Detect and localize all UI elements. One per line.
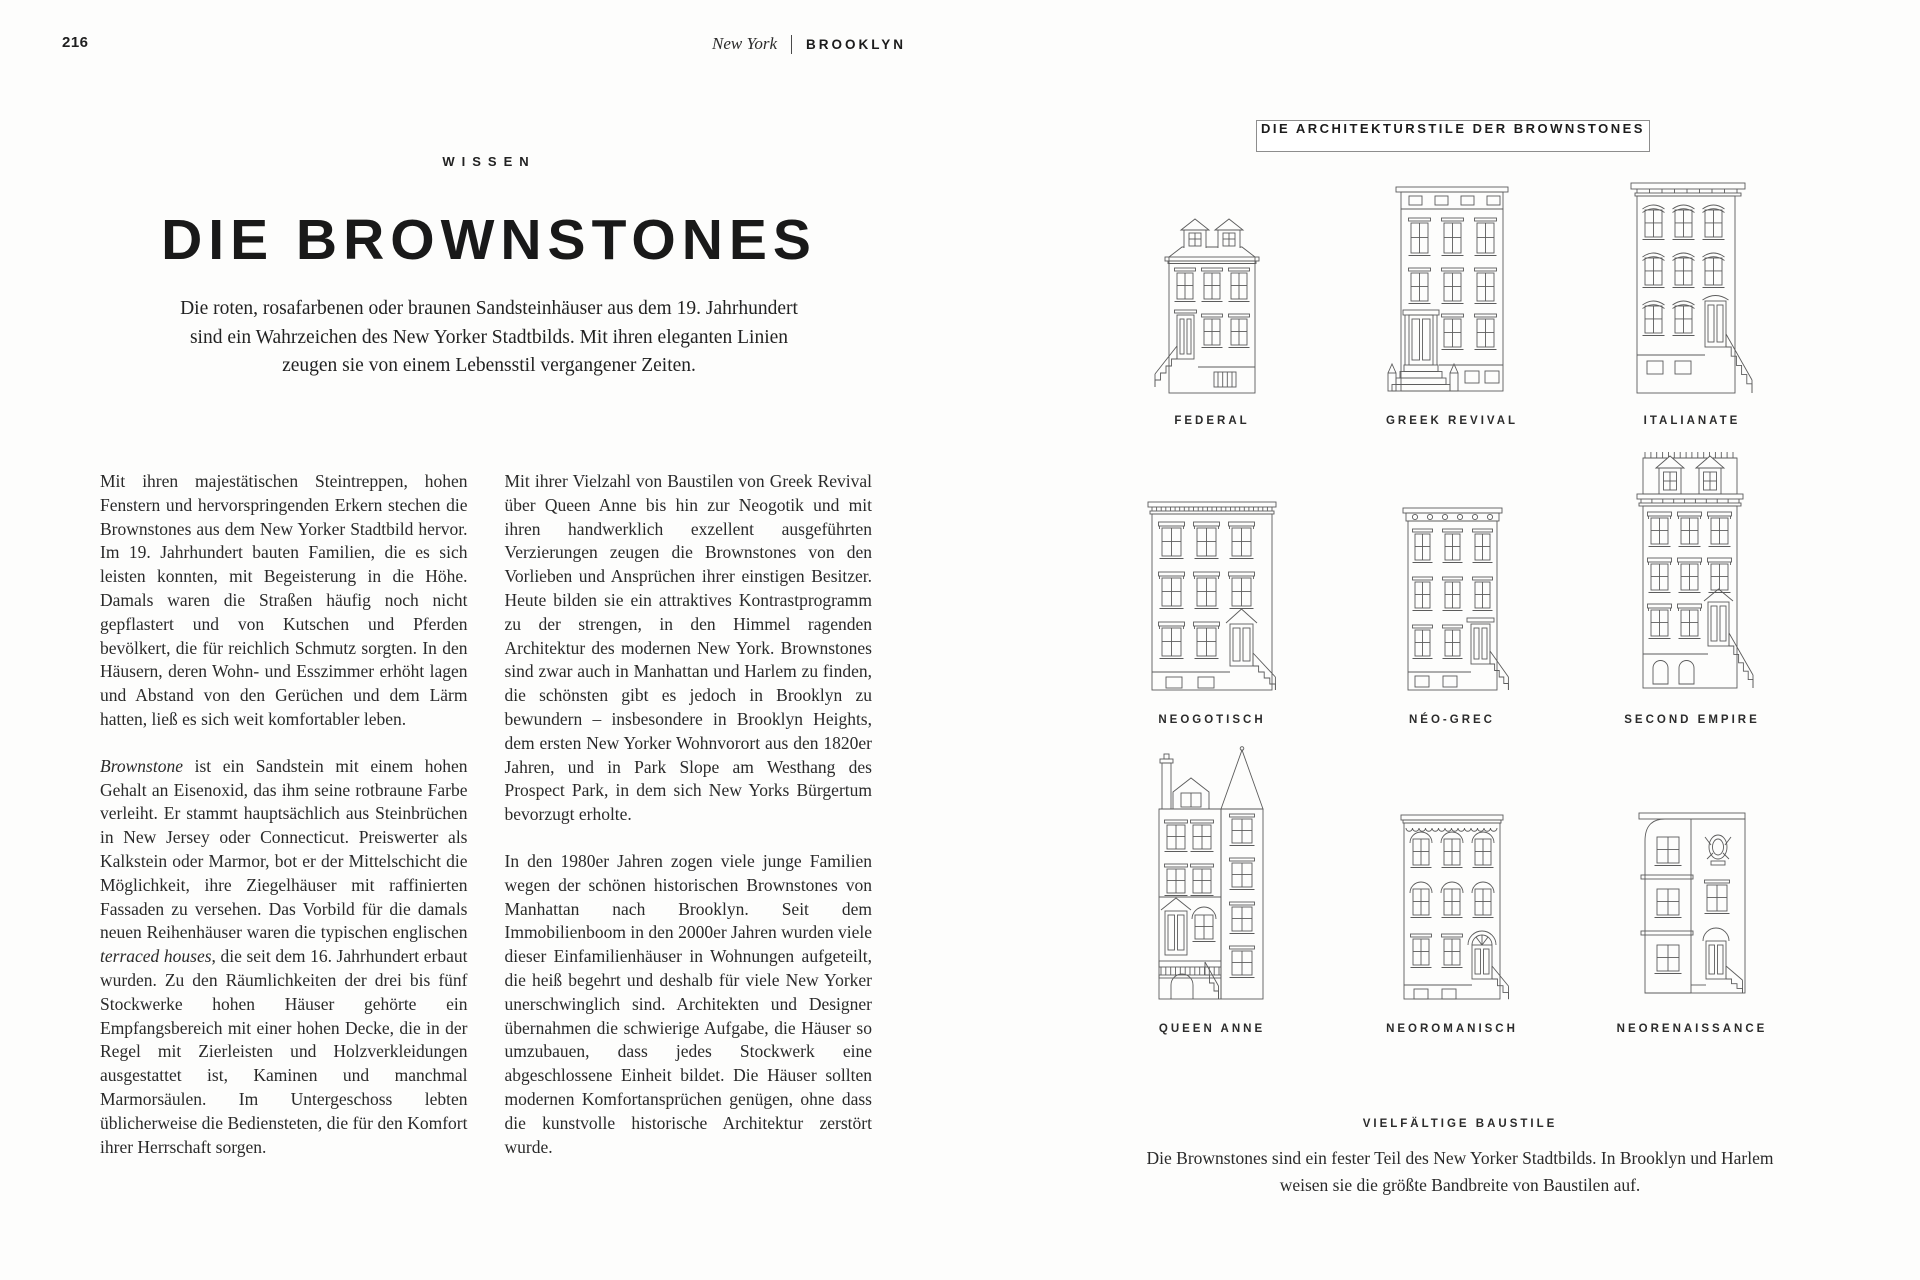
style-label: GREEK REVIVAL [1385,415,1519,427]
styles-grid [1092,168,1812,1035]
figure-caption [1130,1118,1790,1199]
body-column-right: Mit ihrer Vielzahl von Baustilen von Greek Revival über Queen Anne bis hin zur Neogotik und mit ihren handwerklich exzellent ausgeführten Verzierungen zeugen die Brownstones von den Vorlieben und Ansprüchen ihrer einstigen Besitzer. Heute bilden sie ein attraktives Kontrastprogramm zu der strengen, in den Himmel ragenden Architektur des modernen New York. Brownstones sind zwar auch in Manhattan und Harlem zu finden, die schönsten gibt es jedoch in Brooklyn zu bewundern – insbesondere in Brooklyn Heights, dem ersten New Yorker Wohnvorort aus den 1820er Jahren, und in Park Slope am Westhang des Prospect Park, in dem sich New Yorks Bürgertum bevorzugt erholte. In den 1980er Jahren zogen viele junge Familien wegen der schönen historischen Brownstones von Manhattan nach Brooklyn. Seit dem Immobilienboom in den 2000er Jahren wurden viele dieser Einfamilienhäuser in Wohnungen aufgeteilt, die heiß begehrt und deshalb für viele New Yorker unerschwinglich sind. Architekten und Designer übernahmen die schwierige Aufgabe, die Häuser so umzubauen, dass jedes Stockwerk eine abgeschlossene Einheit bildet. Die Häuser sollten modernen Komfortansprüchen genügen, ohne dass die kunstvolle historische Architektur zerstört wurde. [504,471,872,1157]
queen-anne-illustration [1145,745,1280,1008]
style-label: ITALIANATE [1643,415,1741,427]
styles-box-title: DIE ARCHITEKTURSTILE DER BROWNSTONES [1256,120,1650,152]
brownstone-figure-queen-anne [1092,750,1332,1035]
running-head-location: New York [712,34,778,53]
style-label: NEOGOTISCH [1158,714,1266,726]
brownstone-figure-neoromanesque [1332,750,1572,1035]
brownstone-figure-greek-revival [1332,168,1572,427]
neogothic-illustration [1142,488,1282,699]
italianate-illustration [1627,163,1757,400]
style-label: NEOROMANISCH [1386,1023,1518,1035]
brownstone-figure-italianate [1572,168,1812,427]
style-label: QUEEN ANNE [1158,1023,1266,1035]
styles-grid-row-2 [1092,453,1812,726]
figure-caption-title: VIELFÄLTIGE BAUSTILE [1362,1118,1558,1130]
brownstone-figure-neogrec [1332,453,1572,726]
federal-illustration [1152,217,1272,400]
neoromanesque-illustration [1392,805,1512,1008]
brownstone-figure-neogothic [1092,453,1332,726]
styles-grid-row-3 [1092,750,1812,1035]
article-intro: Die roten, rosafarbenen oder braunen Sandsteinhäuser aus dem 19. Jahrhundert sind ein Wahrzeichen des New Yorker Stadtbilds. Mit ihren eleganten Linien zeugen sie von einem Lebensstil vergangener Zeiten. [180,298,798,376]
greek-revival-illustration [1387,167,1517,400]
style-label: FEDERAL [1174,415,1250,427]
figure-caption-text: Die Brownstones sind ein fester Teil des New Yorker Stadtbilds. In Brooklyn und Harlem weisen sie die größte Bandbreite von Baustilen auf. [1146,1148,1774,1195]
second-empire-illustration [1629,448,1755,699]
page-number: 216 [62,34,89,51]
article-kicker: WISSEN [442,154,536,169]
brownstone-figure-second-empire [1572,453,1812,726]
brownstone-figure-federal [1092,168,1332,427]
style-label: NEORENAISSANCE [1616,1023,1768,1035]
article-body [100,470,872,1159]
neo-grec-illustration [1395,498,1510,699]
body-column-left: Mit ihren majestätischen Steintreppen, hohen Fenstern und hervorspringenden Erkern stechen die Brownstones aus dem New Yorker Stadtbild hervor. Im 19. Jahrhundert bauten Familien, die es sich leisten konnten, mit Begeisterung in die Höhe. Damals waren die Straßen häufig noch nicht gepflastert und von Kutschen und Pferden bevölkert, die für reichlich Schmutz sorgten. In den Häusern, deren Wohn- und Esszimmer erhöht lagen und Abstand von den Gerüchen und dem Lärm hatten, ließ es sich weit komfortabler leben. Brownstone ist ein Sandstein mit einem hohen Gehalt an Eisenoxid, das ihm seine rotbraune Farbe verleiht. Er stammt hauptsächlich aus Steinbrüchen in New Jersey oder Connecticut. Preiswerter als Kalkstein oder Marmor, bot er der Mittelschicht die Möglichkeit, ihre Ziegelhäuser mit raffinierten Fassaden zu versehen. Das Vorbild für die damals neuen Reihenhäuser waren die typischen englischen terraced houses, die seit dem 16. Jahrhundert erbaut wurden. Zu den Räumlichkeiten der drei bis fünf Stockwerke hohen Häuser gehörte ein Empfangsbereich mit einer hohen Decke, die in der Regel mit Zierleisten und Holzverkleidungen ausgestattet ist, Kaminen und manchmal Marmorsäulen. Im Untergeschoss lebten üblicherweise die Bediensteten, die für den Komfort ihrer Herrschaft sorgen. [100,471,468,1157]
neorenaissance-illustration [1627,799,1757,1008]
style-label: NÉO-GREC [1409,714,1495,726]
article-title: DIE BROWNSTONES [161,208,817,272]
running-head [712,34,906,54]
styles-grid-row-1 [1092,168,1812,427]
running-head-section: BROOKLYN [806,36,907,52]
running-head-divider [791,35,792,54]
brownstone-figure-neorenaissance [1572,750,1812,1035]
style-label: SECOND EMPIRE [1624,714,1760,726]
